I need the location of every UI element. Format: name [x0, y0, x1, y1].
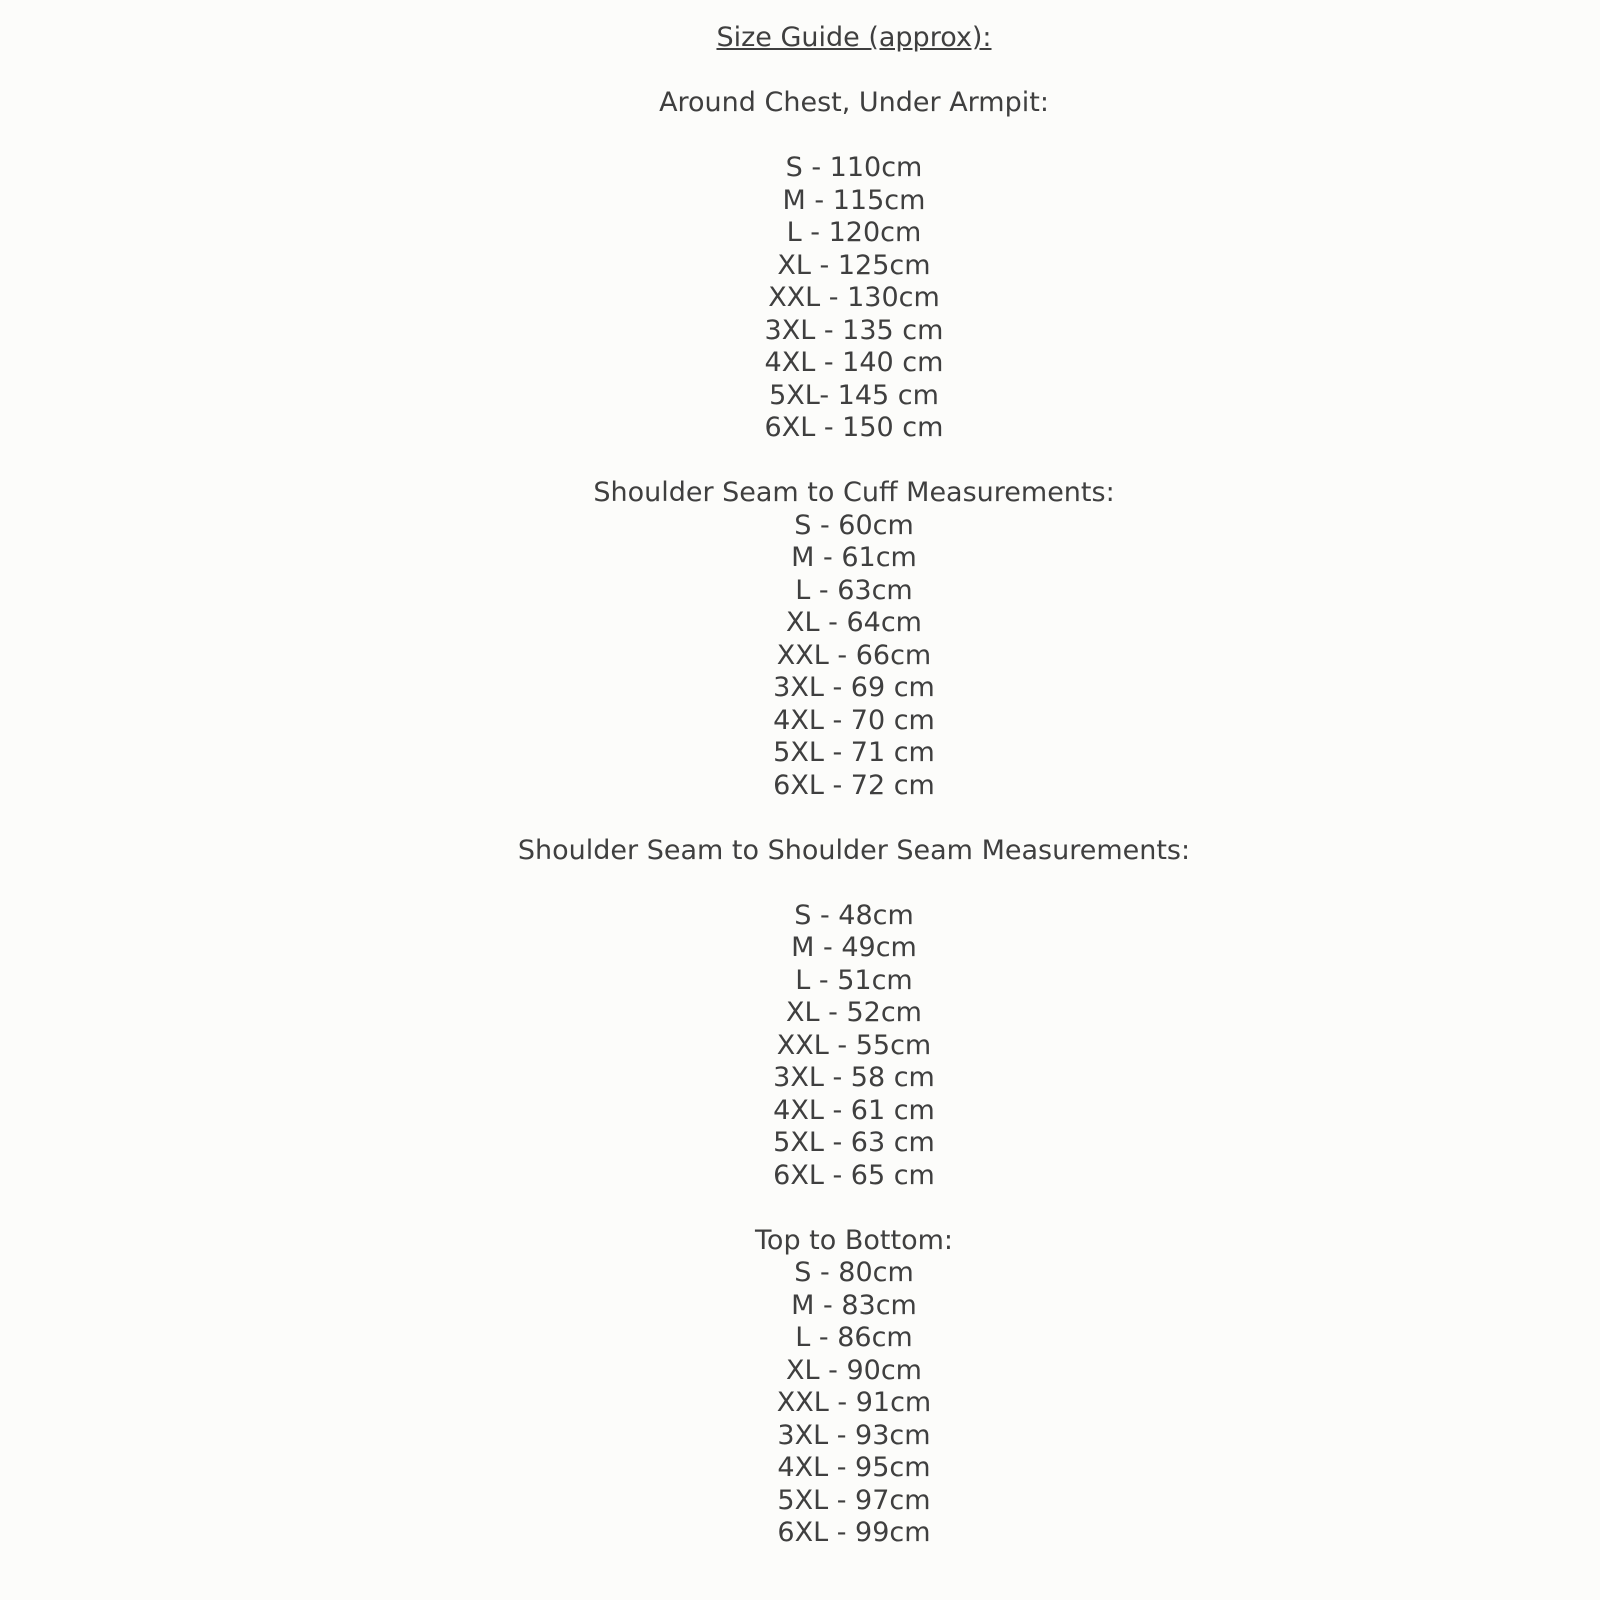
blank-line: [54, 802, 1600, 835]
size-guide-document: [54, 0, 1600, 1550]
size-row: S - 60cm: [794, 509, 914, 541]
section-heading-chest: Around Chest, Under Armpit:: [659, 87, 1049, 118]
size-row: 4XL - 61 cm: [773, 1094, 935, 1126]
size-row: 5XL- 145 cm: [769, 379, 939, 411]
size-row: 4XL - 70 cm: [773, 704, 935, 736]
size-row: XXL - 66cm: [776, 639, 932, 671]
size-row: L - 63cm: [795, 574, 913, 606]
size-row: 5XL - 71 cm: [773, 737, 935, 768]
size-row: 6XL - 150 cm: [764, 412, 944, 443]
size-row: 3XL - 58 cm: [773, 1062, 935, 1093]
size-row: XL - 64cm: [786, 607, 922, 638]
size-row: XXL - 130cm: [768, 282, 940, 313]
size-row: XL - 52cm: [786, 997, 922, 1028]
size-row: 4XL - 95cm: [777, 1452, 931, 1483]
size-row: 6XL - 99cm: [777, 1517, 931, 1548]
blank-line: [54, 1192, 1600, 1225]
size-row: M - 49cm: [791, 932, 917, 963]
size-row: S - 48cm: [794, 899, 914, 931]
size-row: XL - 125cm: [777, 249, 931, 281]
section-heading-cuff: Shoulder Seam to Cuff Measurements:: [593, 477, 1115, 508]
size-row: L - 51cm: [795, 964, 913, 996]
size-row: 6XL - 72 cm: [773, 769, 935, 801]
size-row: L - 86cm: [795, 1322, 913, 1353]
section-heading-length: Top to Bottom:: [755, 1224, 953, 1256]
blank-line: [54, 120, 1600, 153]
size-row: XXL - 55cm: [776, 1029, 932, 1061]
size-row: 6XL - 65 cm: [773, 1159, 935, 1191]
section-heading-shoulder: Shoulder Seam to Shoulder Seam Measurements:: [517, 834, 1191, 866]
size-row: XL - 90cm: [786, 1354, 922, 1386]
size-row: L - 120cm: [786, 217, 922, 248]
blank-line: [54, 55, 1600, 88]
size-row: 4XL - 140 cm: [764, 347, 944, 378]
size-row: 5XL - 97cm: [777, 1484, 931, 1516]
size-row: 3XL - 93cm: [777, 1419, 931, 1451]
blank-line: [54, 867, 1600, 900]
size-row: 3XL - 135 cm: [764, 314, 944, 346]
size-row: S - 80cm: [794, 1257, 914, 1288]
size-row: M - 61cm: [791, 542, 917, 573]
size-row: M - 83cm: [791, 1289, 917, 1321]
page-title: Size Guide (approx):: [716, 22, 992, 53]
size-row: M - 115cm: [782, 184, 926, 216]
size-row: S - 110cm: [785, 152, 923, 183]
blank-line: [54, 445, 1600, 478]
size-row: XXL - 91cm: [776, 1387, 932, 1418]
size-row: 3XL - 69 cm: [773, 672, 935, 703]
size-row: 5XL - 63 cm: [773, 1127, 935, 1158]
